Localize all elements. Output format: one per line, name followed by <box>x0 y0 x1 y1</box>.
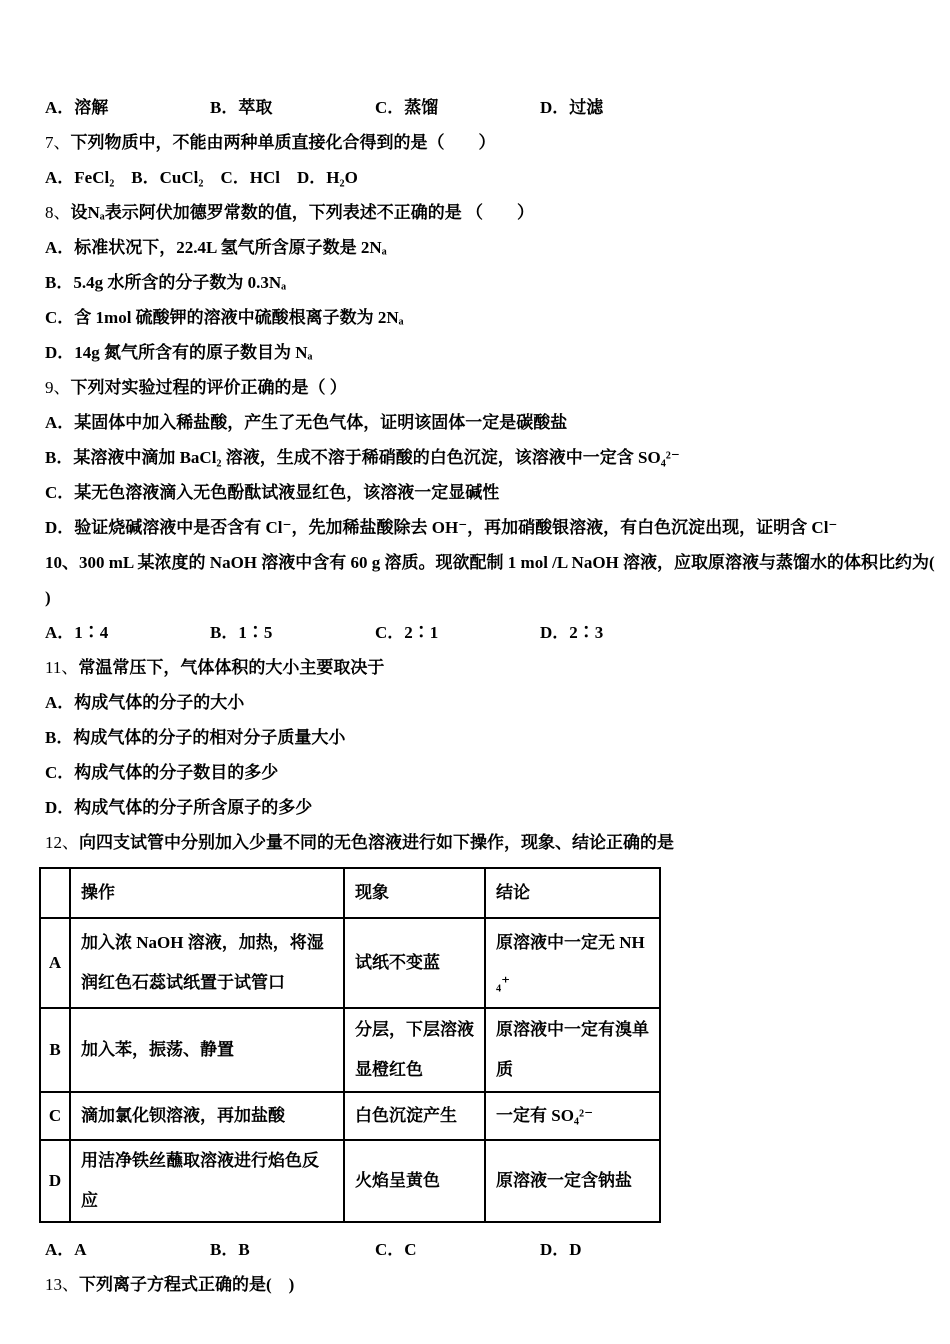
q12-row-a-phenomenon: 试纸不变蓝 <box>344 918 485 1008</box>
q12-row-b-phenomenon: 分层，下层溶液显橙红色 <box>344 1008 485 1092</box>
q7-number: 7、 <box>45 133 71 152</box>
q7-text: 下列物质中，不能由两种单质直接化合得到的是（ ） <box>70 133 496 152</box>
q12-option-c: C．C <box>375 1240 417 1259</box>
q11-number: 11、 <box>45 658 79 677</box>
q9-option-b: B．某溶液中滴加 BaCl₂ 溶液，生成不溶于稀硝酸的白色沉淀，该溶液中一定含 SO₄²⁻ <box>45 448 680 467</box>
q11-option-a: A．构成气体的分子的大小 <box>45 693 245 712</box>
q10-option-d: D．2∶3 <box>540 623 604 642</box>
q12-row-d-operation: 用洁净铁丝蘸取溶液进行焰色反应 <box>70 1140 344 1222</box>
q12-row-d-conclusion: 原溶液一定含钠盐 <box>485 1140 660 1222</box>
q8-title <box>45 195 912 230</box>
q6-option-c: C．蒸馏 <box>375 98 439 117</box>
q12-text: 向四支试管中分别加入少量不同的无色溶液进行如下操作，现象、结论正确的是 <box>79 833 674 852</box>
q12-option-a: A．A <box>45 1240 87 1259</box>
q13-text: 下列离子方程式正确的是( ) <box>79 1275 295 1294</box>
q12-row-b-label: B <box>40 1008 70 1092</box>
q12-row-b-conclusion: 原溶液中一定有溴单质 <box>485 1008 660 1092</box>
q9-option-c: C．某无色溶液滴入无色酚酞试液显红色，该溶液一定显碱性 <box>45 483 500 502</box>
q11-option-b: B．构成气体的分子的相对分子质量大小 <box>45 728 346 747</box>
q10-title-line2: ) <box>45 588 51 607</box>
q12-row-c-operation: 滴加氯化钡溶液，再加盐酸 <box>70 1092 344 1140</box>
q6-option-b: B．萃取 <box>210 98 273 117</box>
q12-row-c-phenomenon: 白色沉淀产生 <box>344 1092 485 1140</box>
q11-option-c: C．构成气体的分子数目的多少 <box>45 763 279 782</box>
q12-row-d-phenomenon: 火焰呈黄色 <box>344 1140 485 1222</box>
q11-title <box>45 650 912 685</box>
q12-table-header-row <box>40 868 660 918</box>
q12-table-row-a <box>40 918 660 1008</box>
q12-row-c-conclusion: 一定有 SO₄²⁻ <box>485 1092 660 1140</box>
q8-option-a: A．标准状况下，22.4L 氢气所含原子数是 2Nₐ <box>45 238 387 257</box>
q12-option-b: B．B <box>210 1240 250 1259</box>
q8-number: 8、 <box>45 203 71 222</box>
q12-table-row-d <box>40 1140 660 1222</box>
q11-text: 常温常压下，气体体积的大小主要取决于 <box>78 658 385 677</box>
q12-row-a-operation: 加入浓 NaOH 溶液，加热，将湿润红色石蕊试纸置于试管口 <box>70 918 344 1008</box>
q12-options-row <box>45 1232 912 1267</box>
q10-option-b: B．1∶5 <box>210 623 273 642</box>
q12-table-header-operation: 操作 <box>70 868 344 918</box>
q8-option-b: B．5.4g 水所含的分子数为 0.3Nₐ <box>45 273 287 292</box>
q7-options-line: A．FeCl₂ B．CuCl₂ C．HCl D．H₂O <box>45 168 358 187</box>
exam-content <box>45 90 935 1302</box>
q9-option-a: A．某固体中加入稀盐酸，产生了无色气体，证明该固体一定是碳酸盐 <box>45 413 568 432</box>
q9-option-d: D．验证烧碱溶液中是否含有 Cl⁻，先加稀盐酸除去 OH⁻，再加硝酸银溶液，有白色沉淀出现，证明含 Cl⁻ <box>45 518 838 537</box>
q10-title-line1 <box>45 545 935 580</box>
q12-table-header-conclusion: 结论 <box>485 868 660 918</box>
q12-table <box>39 867 661 1223</box>
q12-table-header-blank <box>40 868 70 918</box>
q7-title <box>45 125 912 160</box>
q13-title <box>45 1267 912 1302</box>
q9-text: 下列对实验过程的评价正确的是（ ） <box>70 378 347 397</box>
q12-number: 12、 <box>45 833 79 852</box>
q10-number: 10、 <box>45 553 79 572</box>
q13-number: 13、 <box>45 1275 79 1294</box>
q12-table-header-phenomenon: 现象 <box>344 868 485 918</box>
q10-options-row <box>45 615 912 650</box>
q10-option-c: C．2∶1 <box>375 623 439 642</box>
q8-option-d: D．14g 氮气所含有的原子数目为 Nₐ <box>45 343 313 362</box>
q12-option-d: D．D <box>540 1240 582 1259</box>
q12-table-row-c <box>40 1092 660 1140</box>
q9-title <box>45 370 912 405</box>
q10-text-line1: 300 mL 某浓度的 NaOH 溶液中含有 60 g 溶质。现欲配制 1 mol /L NaOH 溶液，应取原溶液与蒸馏水的体积比约为( <box>79 553 935 572</box>
q6-options-row <box>45 90 912 125</box>
q11-option-d: D．构成气体的分子所含原子的多少 <box>45 798 313 817</box>
q9-number: 9、 <box>45 378 71 397</box>
q6-option-d: D．过滤 <box>540 98 604 117</box>
q12-row-c-label: C <box>40 1092 70 1140</box>
q10-option-a: A．1∶4 <box>45 623 109 642</box>
q8-option-c: C．含 1mol 硫酸钾的溶液中硫酸根离子数为 2Nₐ <box>45 308 404 327</box>
q8-text: 设Nₐ表示阿伏加德罗常数的值，下列表述不正确的是 （ ） <box>70 203 534 222</box>
q12-title <box>45 825 912 860</box>
q12-table-row-b <box>40 1008 660 1092</box>
q12-row-a-conclusion: 原溶液中一定无 NH₄⁺ <box>485 918 660 1008</box>
q6-option-a: A．溶解 <box>45 98 109 117</box>
q12-row-a-label: A <box>40 918 70 1008</box>
q12-row-b-operation: 加入苯，振荡、静置 <box>70 1008 344 1092</box>
q12-row-d-label: D <box>40 1140 70 1222</box>
